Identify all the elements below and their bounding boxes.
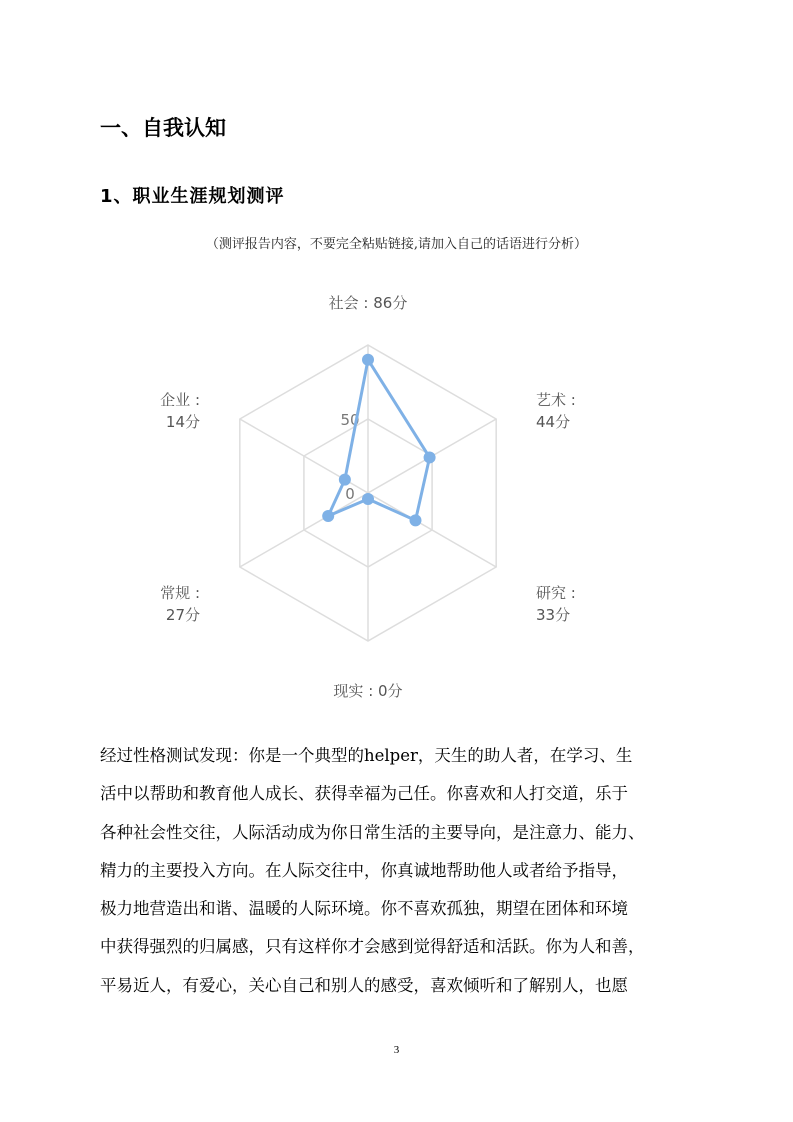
body-line: 精力的主要投入方向。在人际交往中，你真诚地帮助他人或者给予指导，	[100, 860, 628, 880]
body-line: 活中以帮助和教育他人成长、获得幸福为己任。你喜欢和人打交道，乐于	[100, 784, 628, 804]
axis-label-企业: 企业 :	[160, 391, 200, 409]
axis-label-艺术: 艺术 :	[536, 391, 576, 409]
subsection-title: 1、职业生涯规划测评	[100, 186, 285, 207]
axis-label-现实: 现实 : 0分	[333, 682, 403, 700]
instruction-note: （测评报告内容，不要完全粘贴链接,请加入自己的话语进行分析）	[205, 237, 588, 252]
radar-point-企业	[339, 474, 351, 486]
ring-tick-label: 50	[340, 411, 360, 429]
axis-label-研究: 研究 :	[536, 584, 576, 602]
radar-series-line	[328, 360, 429, 521]
axis-label-企业: 14分	[165, 413, 200, 431]
radar-point-社会	[362, 354, 374, 366]
radar-point-常规	[322, 510, 334, 522]
axis-label-艺术: 44分	[536, 413, 571, 431]
body-line: 中获得强烈的归属感，只有这样你才会感到觉得舒适和活跃。你为人和善，	[100, 937, 645, 957]
radar-point-研究	[409, 514, 421, 526]
body-line: 极力地营造出和谐、温暖的人际环境。你不喜欢孤独，期望在团体和环境	[100, 899, 628, 919]
axis-label-常规: 常规 :	[160, 584, 200, 602]
section-title: 一、自我认知	[100, 116, 226, 140]
career-radar-chart	[130, 280, 610, 710]
radar-point-现实	[362, 493, 374, 505]
axis-label-社会: 社会 : 86分	[328, 294, 408, 312]
radar-point-艺术	[424, 451, 436, 463]
body-line: 各种社会性交往，人际活动成为你日常生活的主要导向，是注意力、能力、	[100, 822, 645, 842]
body-line: 经过性格测试发现：你是一个典型的helper，天生的助人者，在学习、生	[100, 746, 633, 765]
analysis-text	[100, 737, 700, 1005]
ring-tick-label: 0	[345, 485, 355, 503]
axis-label-常规: 27分	[165, 606, 200, 624]
body-line: 平易近人，有爱心，关心自己和别人的感受，喜欢倾听和了解别人，也愿	[100, 975, 628, 995]
page-number: 3	[393, 1044, 400, 1056]
axis-label-研究: 33分	[536, 606, 571, 624]
